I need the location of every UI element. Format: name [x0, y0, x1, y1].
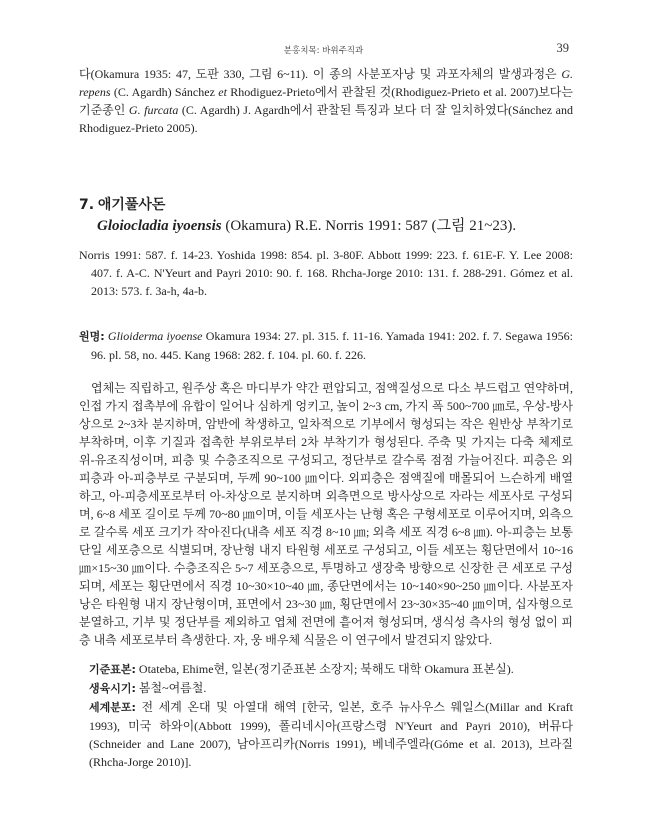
description-paragraph: 엽체는 직립하고, 원주상 혹은 마디부가 약간 편압되고, 점액질성으로 다소 부드럽고 연약하며, 인접 가지 접촉부에 유합이 일어나 심하게 엉키고, 높이 2~3 cm, 가지 폭 500~700 ㎛로, 우상-방사상으로 2~3차 분지하며, 암반에 착생하고, 일차적으로 기부에서 형성되는 작은 원반상 부착기로 부착하며, 이후 기질과 접촉한 부위로부터 2차 부착기가 형성된다. 주축 및 가지는 다축 체제로 위-유조직성이며, 피층 및 수층조직으로 구성되고, 정단부로 갈수록 점점 가늘어진다. 피층은 외피층과 아-피층부로 구분되며, 두께 90~100 ㎛이다. 외피층은 점액질에 매몰되어 느슨하게 배열하고, 아-피층세포로부터 아-차상으로 분지하며 외측면으로 방사상으로 자라는 세포사로 구성되며, 6~8 세포 길이로 두께 70~80 ㎛이며, 이들 세포사는 난형 혹은 구형세포로 이루어지며, 외측으로 갈수록 세포 크기가 작아진다(내측 세포 직경 8~10 ㎛; 외측 세포 직경 6~8 ㎛). 아-피층는 보통 단일 세포층으로 식별되며, 장난형 내지 타원형 세포로 구성되고, 이들 세포는 횡단면에서 10~16 ㎛×15~30 ㎛이다. 수층조직은 5~7 세포층으로, 투명하고 생장축 방향으로 신장한 큰 세포로 구성되며, 세포는 횡단면에서 직경 10~30×10~40 ㎛, 종단면에서는 10~140×90~250 ㎛이다. 사분포자낭은 타원형 내지 장난형이며, 표면에서 23~30 ㎛, 횡단면에서 23~30×35~40 ㎛이며, 십자형으로 분열하고, 기부 및 정단부를 제외하고 엽체 전면에 흩어져 형성되며, 생식성 측사의 형성 없이 피층 내측 세포로부터 측생한다. 자, 웅 배우체 식물은 이 연구에서 발견되지 않았다. — [79, 381, 573, 647]
basionym-label: 원명: — [79, 330, 105, 343]
distribution-text: 전 세계 온대 및 아열대 해역 [한국, 일본, 호주 뉴사우스 웨일스(Millar and Kraft 1993), 미국 하와이(Abbott 1999), 폴리네시아(프랑스령 N'Yeurt and Payri 2010), 버뮤다(Schneider and Lane 2007), 남아프리카(Norris 1991), 베네주엘라(Góme et al. 2013), 브라질(Rhcha-Jorge 2010)]. — [89, 700, 573, 769]
intro-species-2: G. furcata — [128, 103, 179, 117]
species-number: 7. — [79, 197, 95, 213]
season-label: 생육시기: — [89, 682, 136, 695]
species-scientific-name: Gloiocladia iyoensis — [97, 218, 222, 234]
page-number: 39 — [556, 41, 569, 55]
synonymy-references — [79, 246, 573, 300]
specimen-info — [79, 660, 573, 771]
running-title: 분홍치목: 바위주직과 — [283, 46, 364, 56]
references-text: Norris 1991: 587. f. 14-23. Yoshida 1998: 854. pl. 3-80F. Abbott 1999: 223. f. 61E-F. Y. Lee 2008: 407. f. A-C. N'Yeurt and Payri 2010: 90. f. 168. Rhcha-Jorge 2010: 131. f. 288-291. Gómez et al. 2013: 573. f. 3a-h, 4a-b. — [79, 248, 573, 298]
species-heading — [79, 195, 573, 237]
intro-species-1: G. repens — [79, 67, 573, 99]
season-text: 봄철~여름철. — [135, 681, 207, 695]
basionym-text: Okamura 1934: 27. pl. 315. f. 11-16. Yamada 1941: 202. f. 7. Segawa 1956: 96. pl. 58, no. 445. Kang 1968: 282. f. 104. pl. 60. f. 226. — [91, 329, 574, 362]
intro-text-3: Rhodiguez-Prieto에서 관찰된 것(Rhodiguez-Prieto et al. 2007)보다는 기준종인 — [79, 85, 573, 117]
intro-paragraph — [79, 65, 573, 137]
species-korean-name: 애기풀사돈 — [97, 197, 166, 213]
intro-text-4: (C. Agardh) J. Agardh에서 관찰된 특징과 보다 더 잘 일치하였다(Sánchez and Rhodiguez-Prieto 2005). — [79, 103, 574, 135]
intro-et: et — [218, 85, 227, 99]
type-specimen-text: Otateba, Ehime현, 일본(정기준표본 소장지; 북해도 대학 Okamura 표본실). — [135, 662, 514, 676]
intro-text-2: (C. Agardh) Sánchez — [110, 85, 219, 99]
type-specimen-label: 기준표본: — [89, 663, 136, 676]
distribution-label: 세계분포: — [89, 701, 136, 714]
intro-text-1: 다(Okamura 1935: 47, 도판 330, 그림 6~11). 이 종의 사분포자낭 및 과포자체의 발생과정은 — [79, 67, 562, 81]
species-authority: (Okamura) R.E. Norris 1991: 587 (그림 21~23). — [221, 218, 517, 234]
basionym-block — [79, 327, 573, 364]
basionym-name: Glioiderma iyoense — [107, 329, 203, 343]
